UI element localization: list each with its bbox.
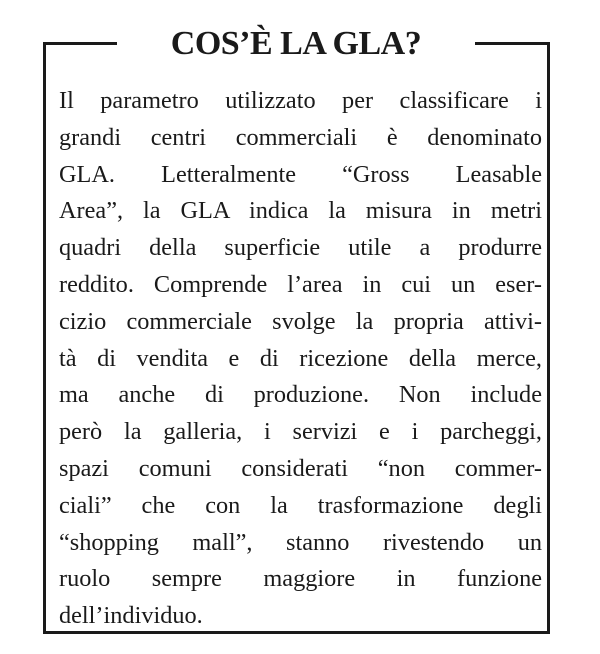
body-line-11: spazi comuni considerati “non commer- xyxy=(59,454,542,482)
body-line-2: grandi centri commerciali è denominato xyxy=(59,123,542,151)
body-line-9: ma anche di produzione. Non include xyxy=(59,381,542,409)
body-line-14: ruolo sempre maggiore in funzione xyxy=(59,565,542,593)
body-line-3: GLA. Letteralmente “Gross Leasable xyxy=(59,160,542,188)
body-line-10: però la galleria, i servizi e i parcheggi, xyxy=(59,418,542,446)
box-title: COS’È LA GLA? xyxy=(170,25,422,62)
box-top-rule-left xyxy=(43,42,117,45)
body-line-12: ciali” che con la trasformazione degli xyxy=(59,491,542,519)
body-line-4: Area”, la GLA indica la misura in metri xyxy=(59,197,542,225)
body-line-7: cizio commerciale svolge la propria attivi- xyxy=(59,307,542,335)
body-line-13: “shopping mall”, stanno rivestendo un xyxy=(59,528,542,556)
body-line-5: quadri della superficie utile a produrre xyxy=(59,234,542,262)
body-line-15: dell’individuo. xyxy=(59,602,203,630)
body-line-6: reddito. Comprende l’area in cui un eser- xyxy=(59,270,542,298)
box-top-rule-right xyxy=(475,42,550,45)
body-line-1: Il parametro utilizzato per classificare i xyxy=(59,87,542,114)
box-body-text xyxy=(59,83,542,635)
body-line-8: tà di vendita e di ricezione della merce, xyxy=(59,344,542,372)
